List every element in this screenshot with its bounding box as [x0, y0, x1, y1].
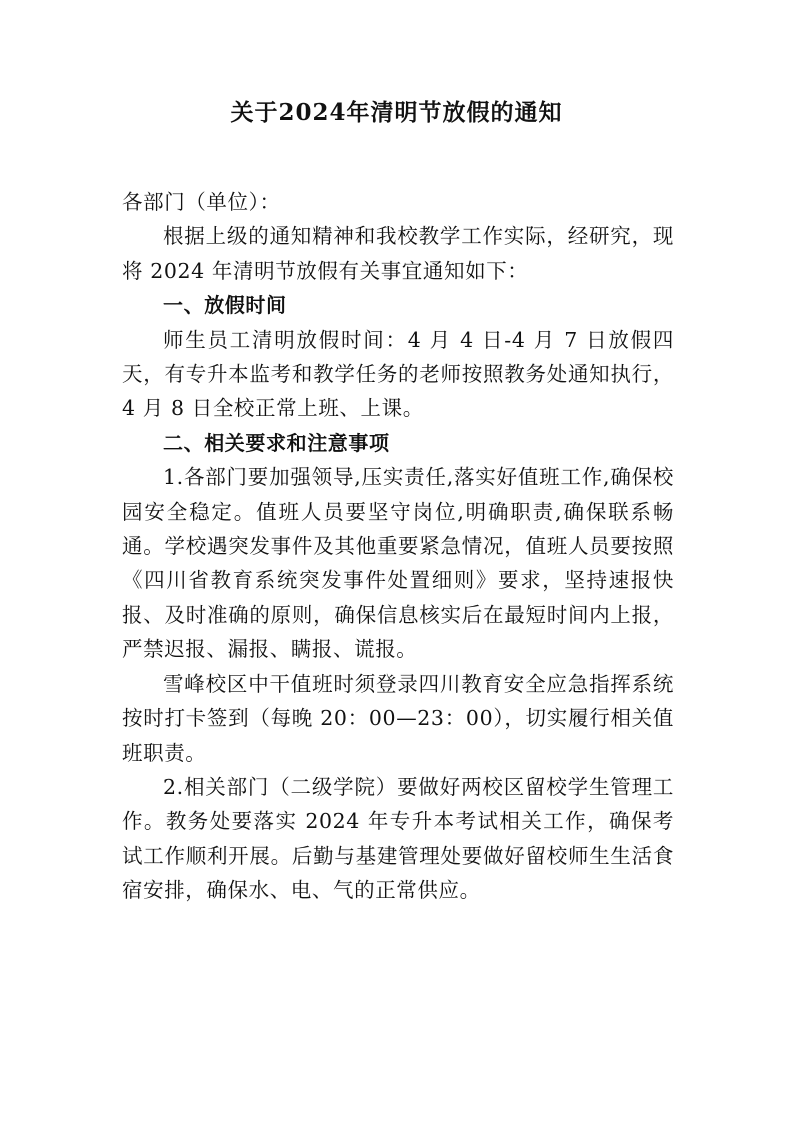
requirement-item-2: 2.相关部门（二级学院）要做好两校区留校学生管理工作。教务处要落实 2024 年专升本考试相关工作，确保考试工作顺利开展。后勤与基建管理处要做好留校师生生活食宿安排，确保水、电、气的正常供应。 — [122, 774, 674, 903]
holiday-time-paragraph: 师生员工清明放假时间：4 月 4 日-4 月 7 日放假四天，有专升本监考和教学任务的老师按照教务处通知执行，4 月 8 日全校正常上班、上课。 — [122, 327, 674, 421]
section-heading-holiday-time: 一、放假时间 — [163, 293, 287, 318]
section-heading-requirements: 二、相关要求和注意事项 — [163, 430, 390, 455]
document-title: 关于2024年清明节放假的通知 — [230, 99, 563, 126]
intro-paragraph: 根据上级的通知精神和我校教学工作实际，经研究，现将 2024 年清明节放假有关事宜通知如下： — [122, 224, 674, 283]
salutation: 各部门（单位）： — [122, 190, 281, 214]
requirement-item-1: 1.各部门要加强领导,压实责任,落实好值班工作,确保校园安全稳定。值班人员要坚守岗位,明确职责,确保联系畅通。学校遇突发事件及其他重要紧急情况，值班人员要按照《四川省教育系统突发事件处置细则》要求，坚持速报快报、及时准确的原则，确保信息核实后在最短时间内上报，严禁迟报、漏报、瞒报、谎报。 — [122, 465, 674, 662]
duty-checkin-paragraph: 雪峰校区中干值班时须登录四川教育安全应急指挥系统按时打卡签到（每晚 20：00—23：00），切实履行相关值班职责。 — [122, 671, 674, 765]
document-body — [122, 185, 674, 908]
